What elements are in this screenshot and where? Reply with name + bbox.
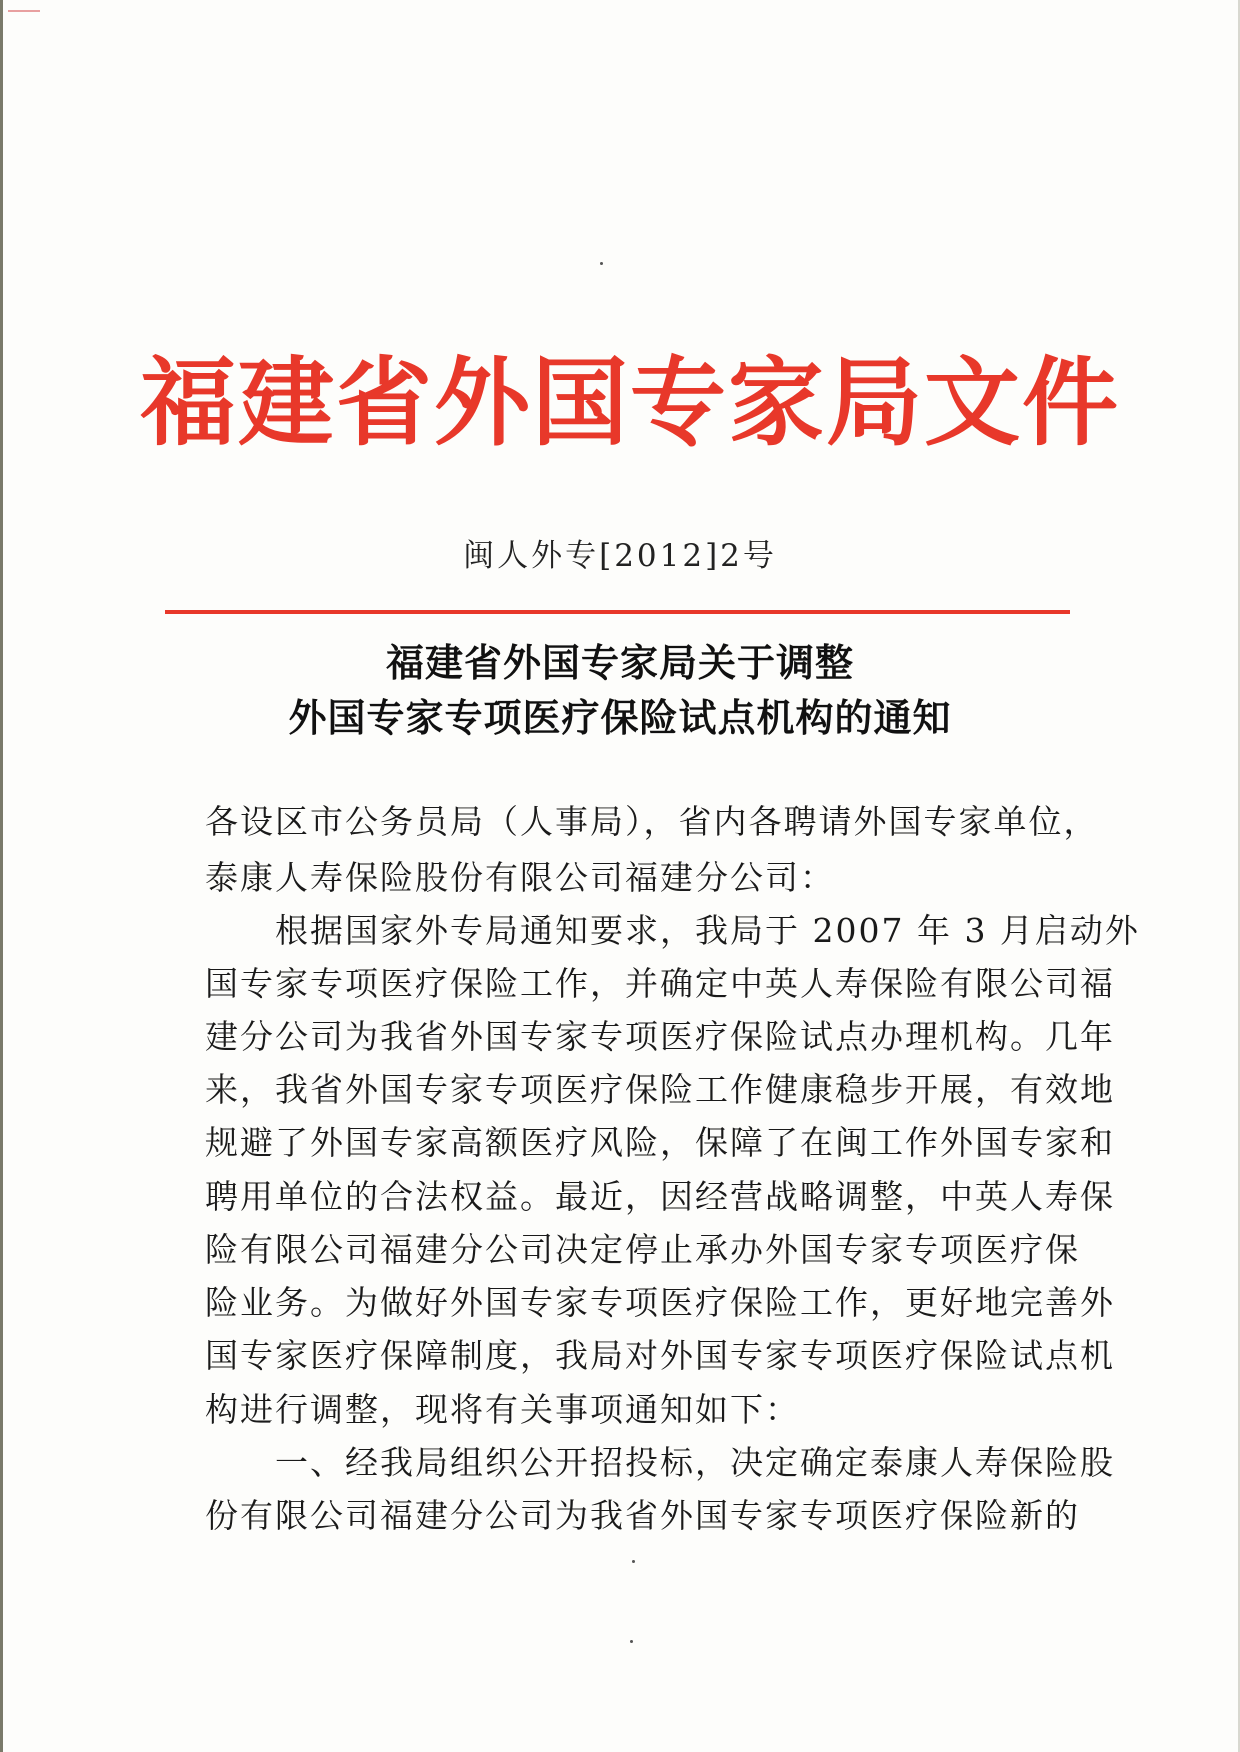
body-line: 国专家专项医疗保险工作，并确定中英人寿保险有限公司福 <box>205 964 1115 1003</box>
scan-speck <box>600 262 603 265</box>
body-line: 险业务。为做好外国专家专项医疗保险工作，更好地完善外 <box>205 1283 1115 1322</box>
red-separator-line <box>165 610 1070 614</box>
body-line: 泰康人寿保险股份有限公司福建分公司： <box>205 858 835 897</box>
body-line: 来，我省外国专家专项医疗保险工作健康稳步开展，有效地 <box>205 1070 1115 1109</box>
notice-title-line-2: 外国专家专项医疗保险试点机构的通知 <box>288 695 952 740</box>
scan-left-edge <box>0 0 3 1752</box>
body-line: 根据国家外专局通知要求，我局于 2007 年 3 月启动外 <box>205 911 1140 950</box>
body-line: 建分公司为我省外国专家专项医疗保险试点办理机构。几年 <box>205 1017 1115 1056</box>
document-number: 闽人外专[2012]2号 <box>463 538 777 574</box>
masthead-title: 福建省外国专家局文件 <box>140 346 1120 459</box>
body-line: 规避了外国专家高额医疗风险，保障了在闽工作外国专家和 <box>205 1123 1115 1162</box>
body-line: 构进行调整，现将有关事项通知如下： <box>205 1390 800 1429</box>
scan-speck <box>630 1640 633 1643</box>
body-line: 国专家医疗保障制度，我局对外国专家专项医疗保险试点机 <box>205 1336 1115 1375</box>
body-line: 聘用单位的合法权益。最近，因经营战略调整，中英人寿保 <box>205 1177 1115 1216</box>
scan-corner-mark <box>8 10 40 12</box>
notice-title-line-1: 福建省外国专家局关于调整 <box>385 640 854 685</box>
body-line: 险有限公司福建分公司决定停止承办外国专家专项医疗保 <box>205 1230 1080 1269</box>
body-line: 一、经我局组织公开招投标，决定确定泰康人寿保险股 <box>205 1443 1115 1482</box>
body-line: 份有限公司福建分公司为我省外国专家专项医疗保险新的 <box>205 1496 1080 1535</box>
body-line: 各设区市公务员局（人事局），省内各聘请外国专家单位， <box>205 802 1099 841</box>
scan-speck <box>632 1560 635 1563</box>
